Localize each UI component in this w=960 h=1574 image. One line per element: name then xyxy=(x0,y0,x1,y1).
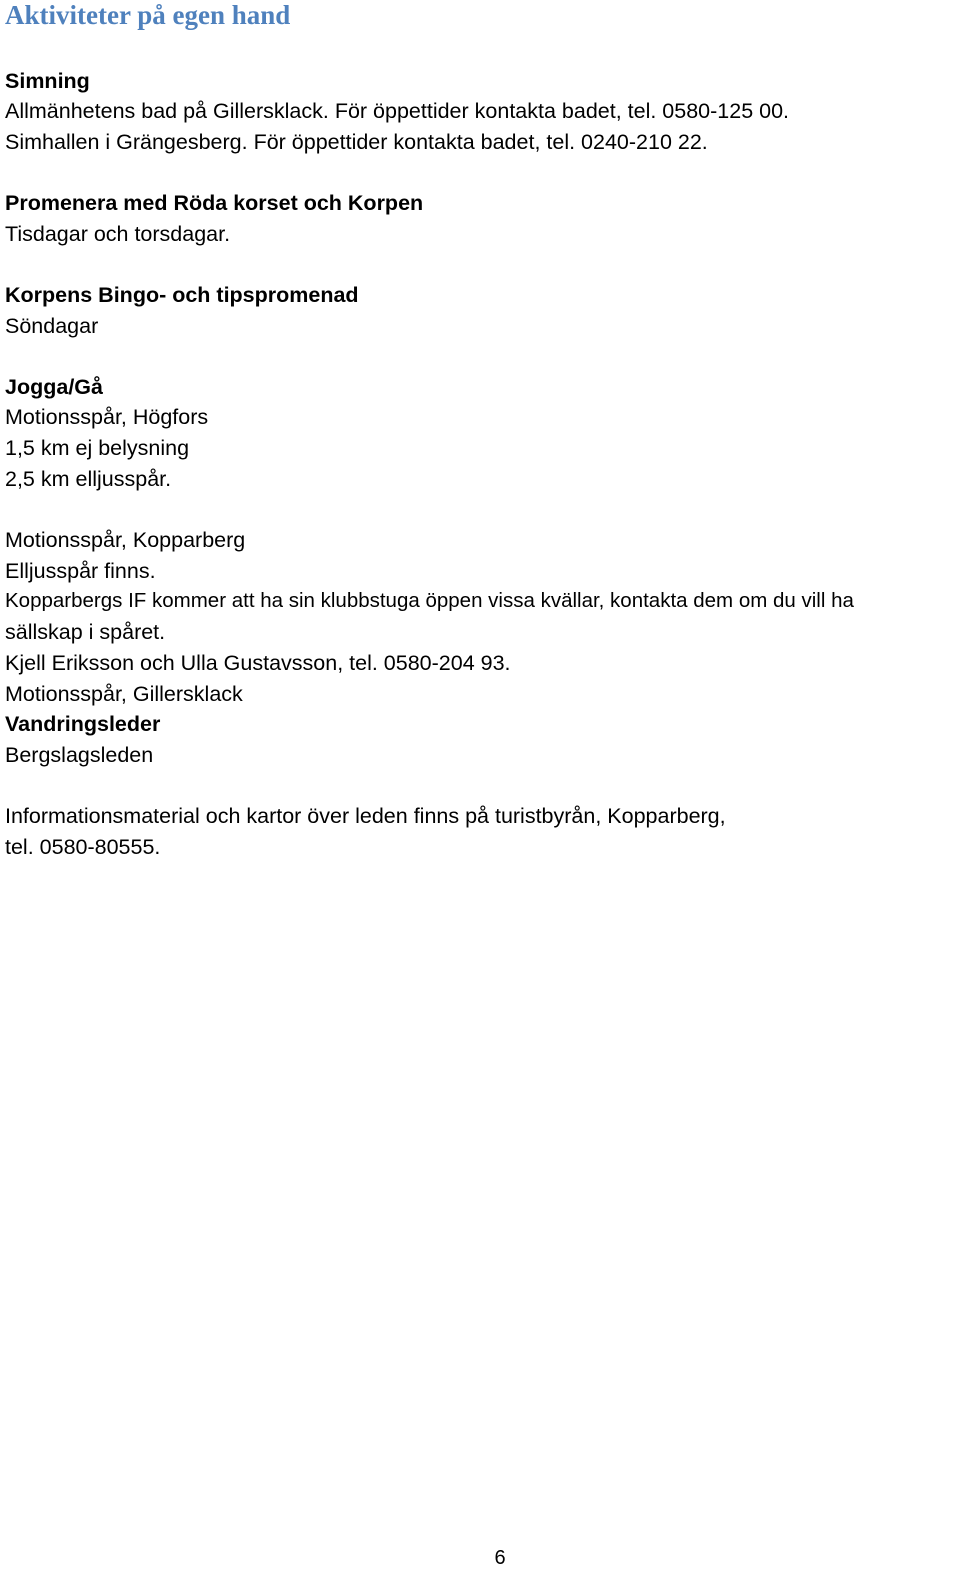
section-heading: Promenera med Röda korset och Korpen xyxy=(5,191,424,215)
text-line: Motionsspår, Kopparberg xyxy=(5,528,246,552)
text-line: Söndagar xyxy=(5,314,99,338)
text-line: Informationsmaterial och kartor över leden finns på turistbyrån, Kopparberg, xyxy=(5,804,726,828)
text-line: tel. 0580-80555. xyxy=(5,835,161,859)
page-number: 6 xyxy=(494,1547,506,1569)
text-line: Kjell Eriksson och Ulla Gustavsson, tel. 0580-204 93. xyxy=(5,651,511,675)
text-line: Elljusspår finns. xyxy=(5,559,156,583)
section-heading: Simning xyxy=(5,69,90,93)
text-line: Simhallen i Grängesberg. För öppettider kontakta badet, tel. 0240-210 22. xyxy=(5,130,708,154)
section-heading: Jogga/Gå xyxy=(5,375,103,399)
text-line: sällskap i spåret. xyxy=(5,620,166,644)
text-line: Kopparbergs IF kommer att ha sin klubbstuga öppen vissa kvällar, kontakta dem om du vill ha xyxy=(5,589,854,612)
text-line: Tisdagar och torsdagar. xyxy=(5,222,231,246)
page-title: Aktiviteter på egen hand xyxy=(5,0,291,30)
text-line: Motionsspår, Högfors xyxy=(5,405,209,429)
text-line: Motionsspår, Gillersklack xyxy=(5,682,243,706)
text-line: Bergslagsleden xyxy=(5,743,154,767)
section-heading: Korpens Bingo- och tipspromenad xyxy=(5,283,359,307)
text-line: Allmänhetens bad på Gillersklack. För öppettider kontakta badet, tel. 0580-125 00. xyxy=(5,99,790,123)
section-heading: Vandringsleder xyxy=(5,712,161,736)
text-line: 2,5 km elljusspår. xyxy=(5,467,172,491)
text-line: 1,5 km ej belysning xyxy=(5,436,190,460)
